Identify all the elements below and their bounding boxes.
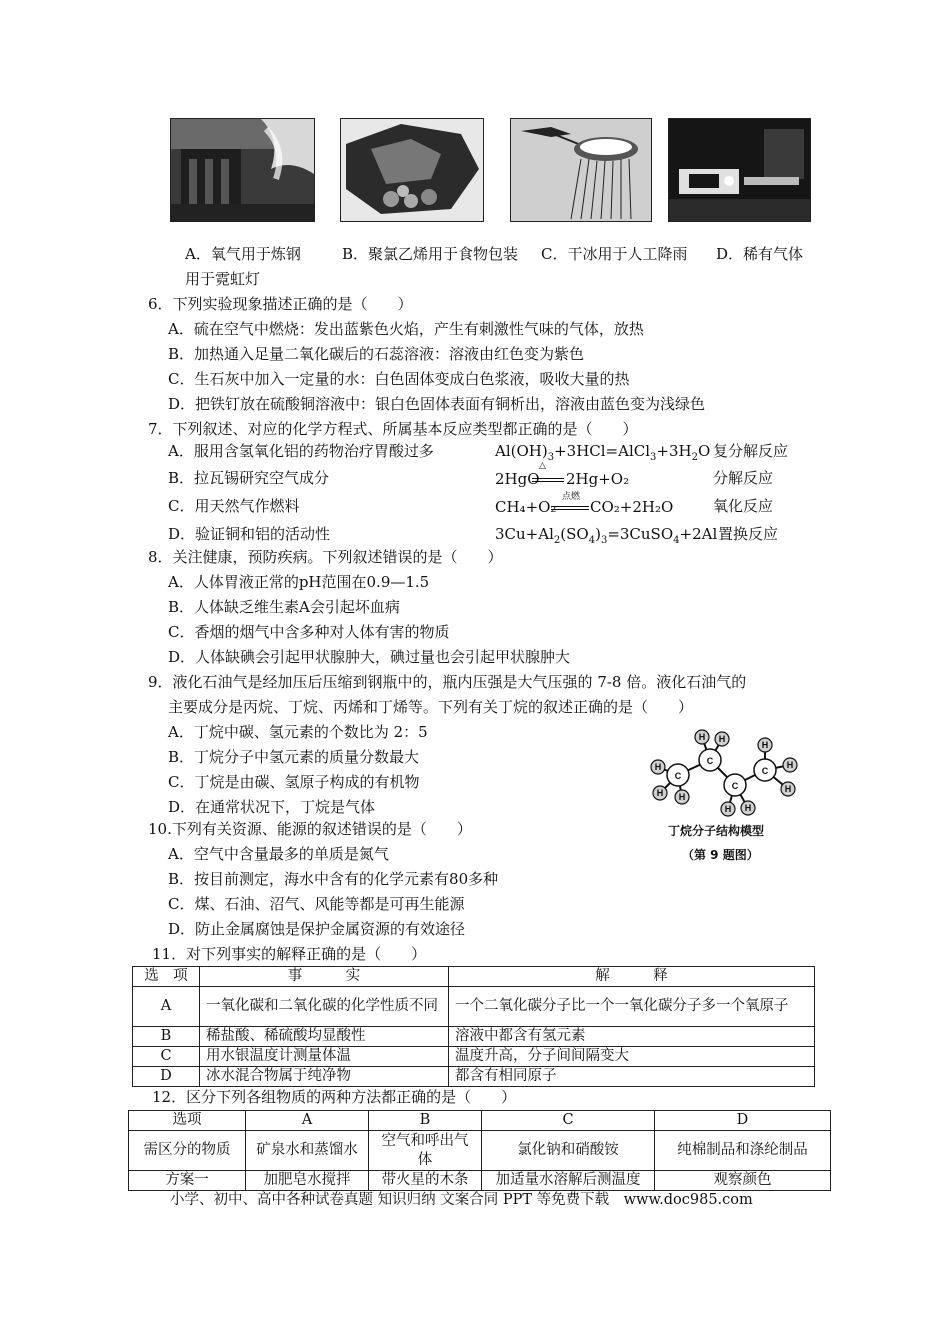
q8-option-b: B．人体缺乏维生素A会引起坏血病 — [168, 598, 400, 616]
q7-option-d: D．验证铜和铝的活动性 — [168, 525, 331, 543]
q9-option-d: D．在通常状况下，丁烷是气体 — [168, 798, 376, 816]
table-cell: A — [133, 987, 200, 1027]
q7-equation-b-condition: △ — [539, 461, 546, 471]
q7-equation-c-arrow — [551, 506, 589, 507]
header-cell: B — [369, 1111, 482, 1131]
figure-caption: 丁烷分子结构模型 — [668, 824, 765, 838]
table-row — [129, 1171, 831, 1191]
q7-type-d: 置换反应 — [718, 525, 779, 543]
figure-note: （第 9 题图） — [682, 848, 759, 862]
q7-option-c: C．用天然气作燃料 — [168, 497, 300, 515]
q9-option-b: B．丁烷分子中氢元素的质量分数最大 — [168, 748, 420, 766]
q7-equation-b-arrow — [532, 478, 564, 479]
q10-option-b: B．按目前测定，海水中含有的化学元素有80多种 — [168, 870, 499, 888]
atom-h: H — [678, 792, 686, 802]
table-cell: 需区分的物质 — [129, 1131, 246, 1171]
table-cell: 溶液中都含有氢元素 — [449, 1027, 815, 1047]
q8-option-c: C．香烟的烟气中含多种对人体有害的物质 — [168, 623, 450, 641]
table-cell: 方案一 — [129, 1171, 246, 1191]
q7-type-c: 氧化反应 — [713, 497, 774, 515]
header-cell: C — [482, 1111, 655, 1131]
table-cell: 一个二氧化碳分子比一个一氧化碳分子多一个氧原子 — [449, 987, 815, 1027]
table-cell: 观察颜色 — [655, 1171, 831, 1191]
q7-equation-b-right: 2Hg+O₂ — [566, 470, 630, 488]
header-cell: D — [655, 1111, 831, 1131]
q9-stem-line1: 9．液化石油气是经加压后压缩到钢瓶中的，瓶内压强是大气压强的 7-8 倍。液化石油气的 — [148, 673, 747, 691]
q8-option-a: A．人体胃液正常的pH范围在0.9—1.5 — [168, 573, 430, 591]
q9-option-a: A．丁烷中碳、氢元素的个数比为 2：5 — [168, 723, 428, 741]
table-cell: 空气和呼出气体 — [369, 1131, 482, 1171]
q7-equation-a: $Al(OH)_3+3HCl=AlCl_3+3H_2O$ — [495, 442, 711, 463]
photo-food-packaging — [340, 118, 484, 222]
q6-option-c: C．生石灰中加入一定量的水：白色固体变成白色浆液，吸收大量的热 — [168, 370, 630, 388]
atom-h: H — [784, 784, 792, 794]
q11-stem: 11．对下列事实的解释正确的是（ ） — [152, 945, 427, 963]
atom-h: H — [698, 732, 706, 742]
butane-model-figure — [640, 725, 810, 825]
q12-stem: 12．区分下列各组物质的两种方法都正确的是（ ） — [152, 1088, 517, 1106]
q11-table — [132, 966, 815, 1087]
table-cell: 用水银温度计测量体温 — [200, 1047, 449, 1067]
atom-h: H — [724, 804, 732, 814]
table-cell: 冰水混合物属于纯净物 — [200, 1067, 449, 1087]
table-row — [133, 1027, 815, 1047]
atom-h: H — [656, 788, 664, 798]
q7-type-a: 复分解反应 — [713, 442, 789, 460]
atom-h: H — [718, 734, 726, 744]
table-cell: 温度升高，分子间间隔变大 — [449, 1047, 815, 1067]
table-cell: B — [133, 1027, 200, 1047]
page-footer: 小学、初中、高中各种试卷真题 知识归纳 文案合同 PPT 等免费下载 www.doc985.com — [170, 1192, 753, 1208]
q7-type-b: 分解反应 — [713, 469, 774, 487]
table-row — [133, 1067, 815, 1087]
q7-equation-c-arrow2 — [551, 509, 589, 510]
table-cell: 加适量水溶解后测温度 — [482, 1171, 655, 1191]
photo-steelmaking — [170, 118, 315, 222]
q12-table — [128, 1110, 831, 1191]
header-cell: 解 释 — [449, 967, 815, 987]
table-cell: 纯棉制品和涤纶制品 — [655, 1131, 831, 1171]
table-cell: 加肥皂水搅拌 — [246, 1171, 369, 1191]
atom-h: H — [744, 803, 752, 813]
header-cell: A — [246, 1111, 369, 1131]
q8-option-d: D．人体缺碘会引起甲状腺肿大，碘过量也会引起甲状腺肿大 — [168, 648, 571, 666]
header-cell: 选 项 — [133, 967, 200, 987]
atom-c: C — [731, 781, 739, 791]
table-cell: 氯化钠和硝酸铵 — [482, 1131, 655, 1171]
table-row — [129, 1131, 831, 1171]
q10-option-c: C．煤、石油、沼气、风能等都是可再生能源 — [168, 895, 465, 913]
q7-equation-b-arrow2 — [532, 481, 564, 482]
q6-stem: 6．下列实验现象描述正确的是（ ） — [148, 295, 413, 313]
table-cell: 带火星的木条 — [369, 1171, 482, 1191]
q6-option-a: A．硫在空气中燃烧：发出蓝紫色火焰，产生有刺激性气味的气体，放热 — [168, 320, 644, 338]
q8-stem: 8．关注健康，预防疾病。下列叙述错误的是（ ） — [148, 548, 503, 566]
q5-option-b: B．聚氯乙烯用于食物包装 — [342, 245, 519, 263]
table-row — [129, 1111, 831, 1131]
q5-option-a: A．氧气用于炼钢 — [185, 245, 301, 263]
photo-artificial-rain — [510, 118, 652, 222]
table-cell: 都含有相同原子 — [449, 1067, 815, 1087]
q6-option-b: B．加热通入足量二氧化碳后的石蕊溶液：溶液由红色变为紫色 — [168, 345, 585, 363]
atom-h: H — [786, 760, 794, 770]
table-cell: C — [133, 1047, 200, 1067]
q7-option-a: A．服用含氢氧化铝的药物治疗胃酸过多 — [168, 442, 434, 460]
atom-h: H — [654, 762, 662, 772]
q10-option-d: D．防止金属腐蚀是保护金属资源的有效途径 — [168, 920, 466, 938]
q7-equation-c-condition: 点燃 — [562, 492, 581, 502]
atom-c: C — [706, 756, 714, 766]
atom-c: C — [674, 771, 682, 781]
table-cell: 一氧化碳和二氧化碳的化学性质不同 — [200, 987, 449, 1027]
q7-equation-c-right: CO₂+2H₂O — [590, 498, 674, 516]
q7-equation-d: $3Cu+Al_2(SO_4)_3=3CuSO_4+2Al$ — [495, 525, 718, 546]
table-cell: 稀盐酸、稀硫酸均显酸性 — [200, 1027, 449, 1047]
q9-stem-line2: 主要成分是丙烷、丁烷、丙烯和丁烯等。下列有关丁烷的叙述正确的是（ ） — [168, 698, 694, 716]
q7-stem: 7．下列叙述、对应的化学方程式、所属基本反应类型都正确的是（ ） — [148, 420, 638, 438]
q10-stem: 10.下列有关资源、能源的叙述错误的是（ ） — [148, 820, 472, 838]
table-cell: D — [133, 1067, 200, 1087]
table-row — [133, 967, 815, 987]
q5-option-d-continued: 用于霓虹灯 — [185, 270, 261, 288]
q7-option-b: B．拉瓦锡研究空气成分 — [168, 469, 330, 487]
q5-option-d: D．稀有气体 — [716, 245, 804, 263]
table-row — [133, 1047, 815, 1067]
q5-option-c: C．干冰用于人工降雨 — [541, 245, 688, 263]
q9-option-c: C．丁烷是由碳、氢原子构成的有机物 — [168, 773, 420, 791]
header-cell: 事 实 — [200, 967, 449, 987]
q6-option-d: D．把铁钉放在硫酸铜溶液中：银白色固体表面有铜析出，溶液由蓝色变为浅绿色 — [168, 395, 706, 413]
q7-equation-c-left: CH₄+O₂ — [495, 498, 557, 516]
atom-c: C — [761, 766, 769, 776]
photo-neon-lights — [668, 118, 811, 222]
q10-option-a: A．空气中含量最多的单质是氮气 — [168, 845, 389, 863]
header-cell: 选项 — [129, 1111, 246, 1131]
table-cell: 矿泉水和蒸馏水 — [246, 1131, 369, 1171]
q7-equation-b-left: 2HgO — [495, 470, 540, 488]
atom-h: H — [761, 740, 769, 750]
table-row — [133, 987, 815, 1027]
